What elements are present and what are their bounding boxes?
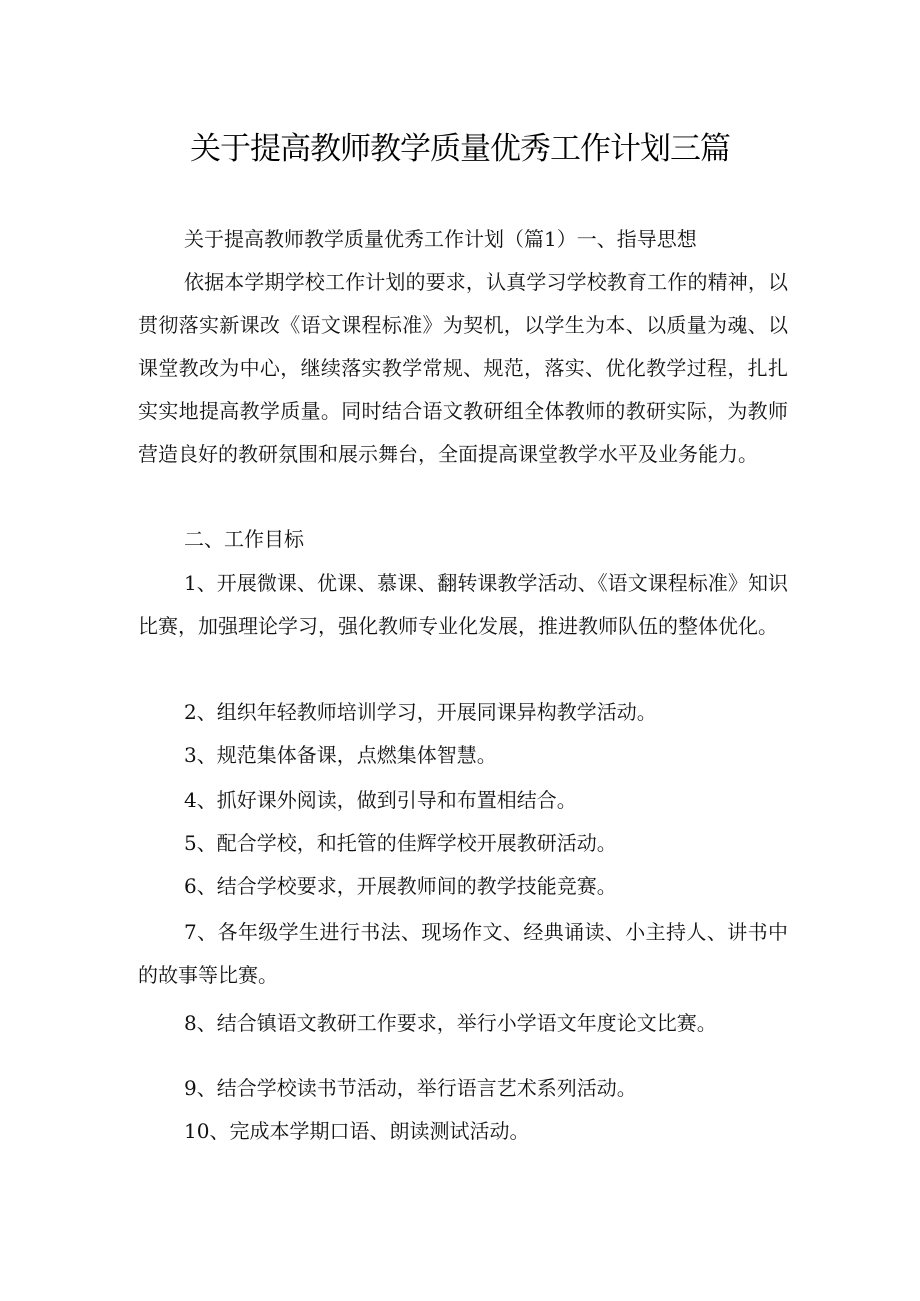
list-item: 3、规范集体备课，点燃集体智慧。 xyxy=(184,743,497,767)
paragraph-heading-2: 二、工作目标 xyxy=(184,527,304,551)
list-item: 10、完成本学期口语、朗读测试活动。 xyxy=(184,1119,530,1143)
list-item: 4、抓好课外阅读，做到引导和布置相结合。 xyxy=(184,788,577,812)
list-item: 7、各年级学生进行书法、现场作文、经典诵读、小主持人、讲书中的故事等比赛。 xyxy=(138,920,788,987)
list-item: 6、结合学校要求，开展教师间的教学技能竞赛。 xyxy=(184,874,617,898)
list-item: 9、结合学校读书节活动，举行语言艺术系列活动。 xyxy=(184,1076,637,1100)
paragraph-heading-1: 关于提高教师教学质量优秀工作计划（篇1）一、指导思想 xyxy=(184,227,697,251)
list-item: 2、组织年轻教师培训学习，开展同课异构教学活动。 xyxy=(184,700,657,724)
document-title: 关于提高教师教学质量优秀工作计划三篇 xyxy=(190,131,730,167)
paragraph-guiding-thought: 依据本学期学校工作计划的要求，认真学习学校教育工作的精神，以贯彻落实新课改《语文课程标准》为契机，以学生为本、以质量为魂、以课堂教改为中心，继续落实教学常规、规范，落实、优化教学过程，扎扎实实地提高教学质量。同时结合语文教研组全体教师的教研实际，为教师营造良好的教研氛围和展示舞台，全面提高课堂教学水平及业务能力。 xyxy=(138,270,788,466)
list-item: 8、结合镇语文教研工作要求，举行小学语文年度论文比赛。 xyxy=(184,1011,717,1035)
list-item: 5、配合学校，和托管的佳辉学校开展教研活动。 xyxy=(184,831,617,855)
list-item: 1、开展微课、优课、慕课、翻转课教学活动、《语文课程标准》知识比赛，加强理论学习，强化教师专业化发展，推进教师队伍的整体优化。 xyxy=(138,571,788,638)
